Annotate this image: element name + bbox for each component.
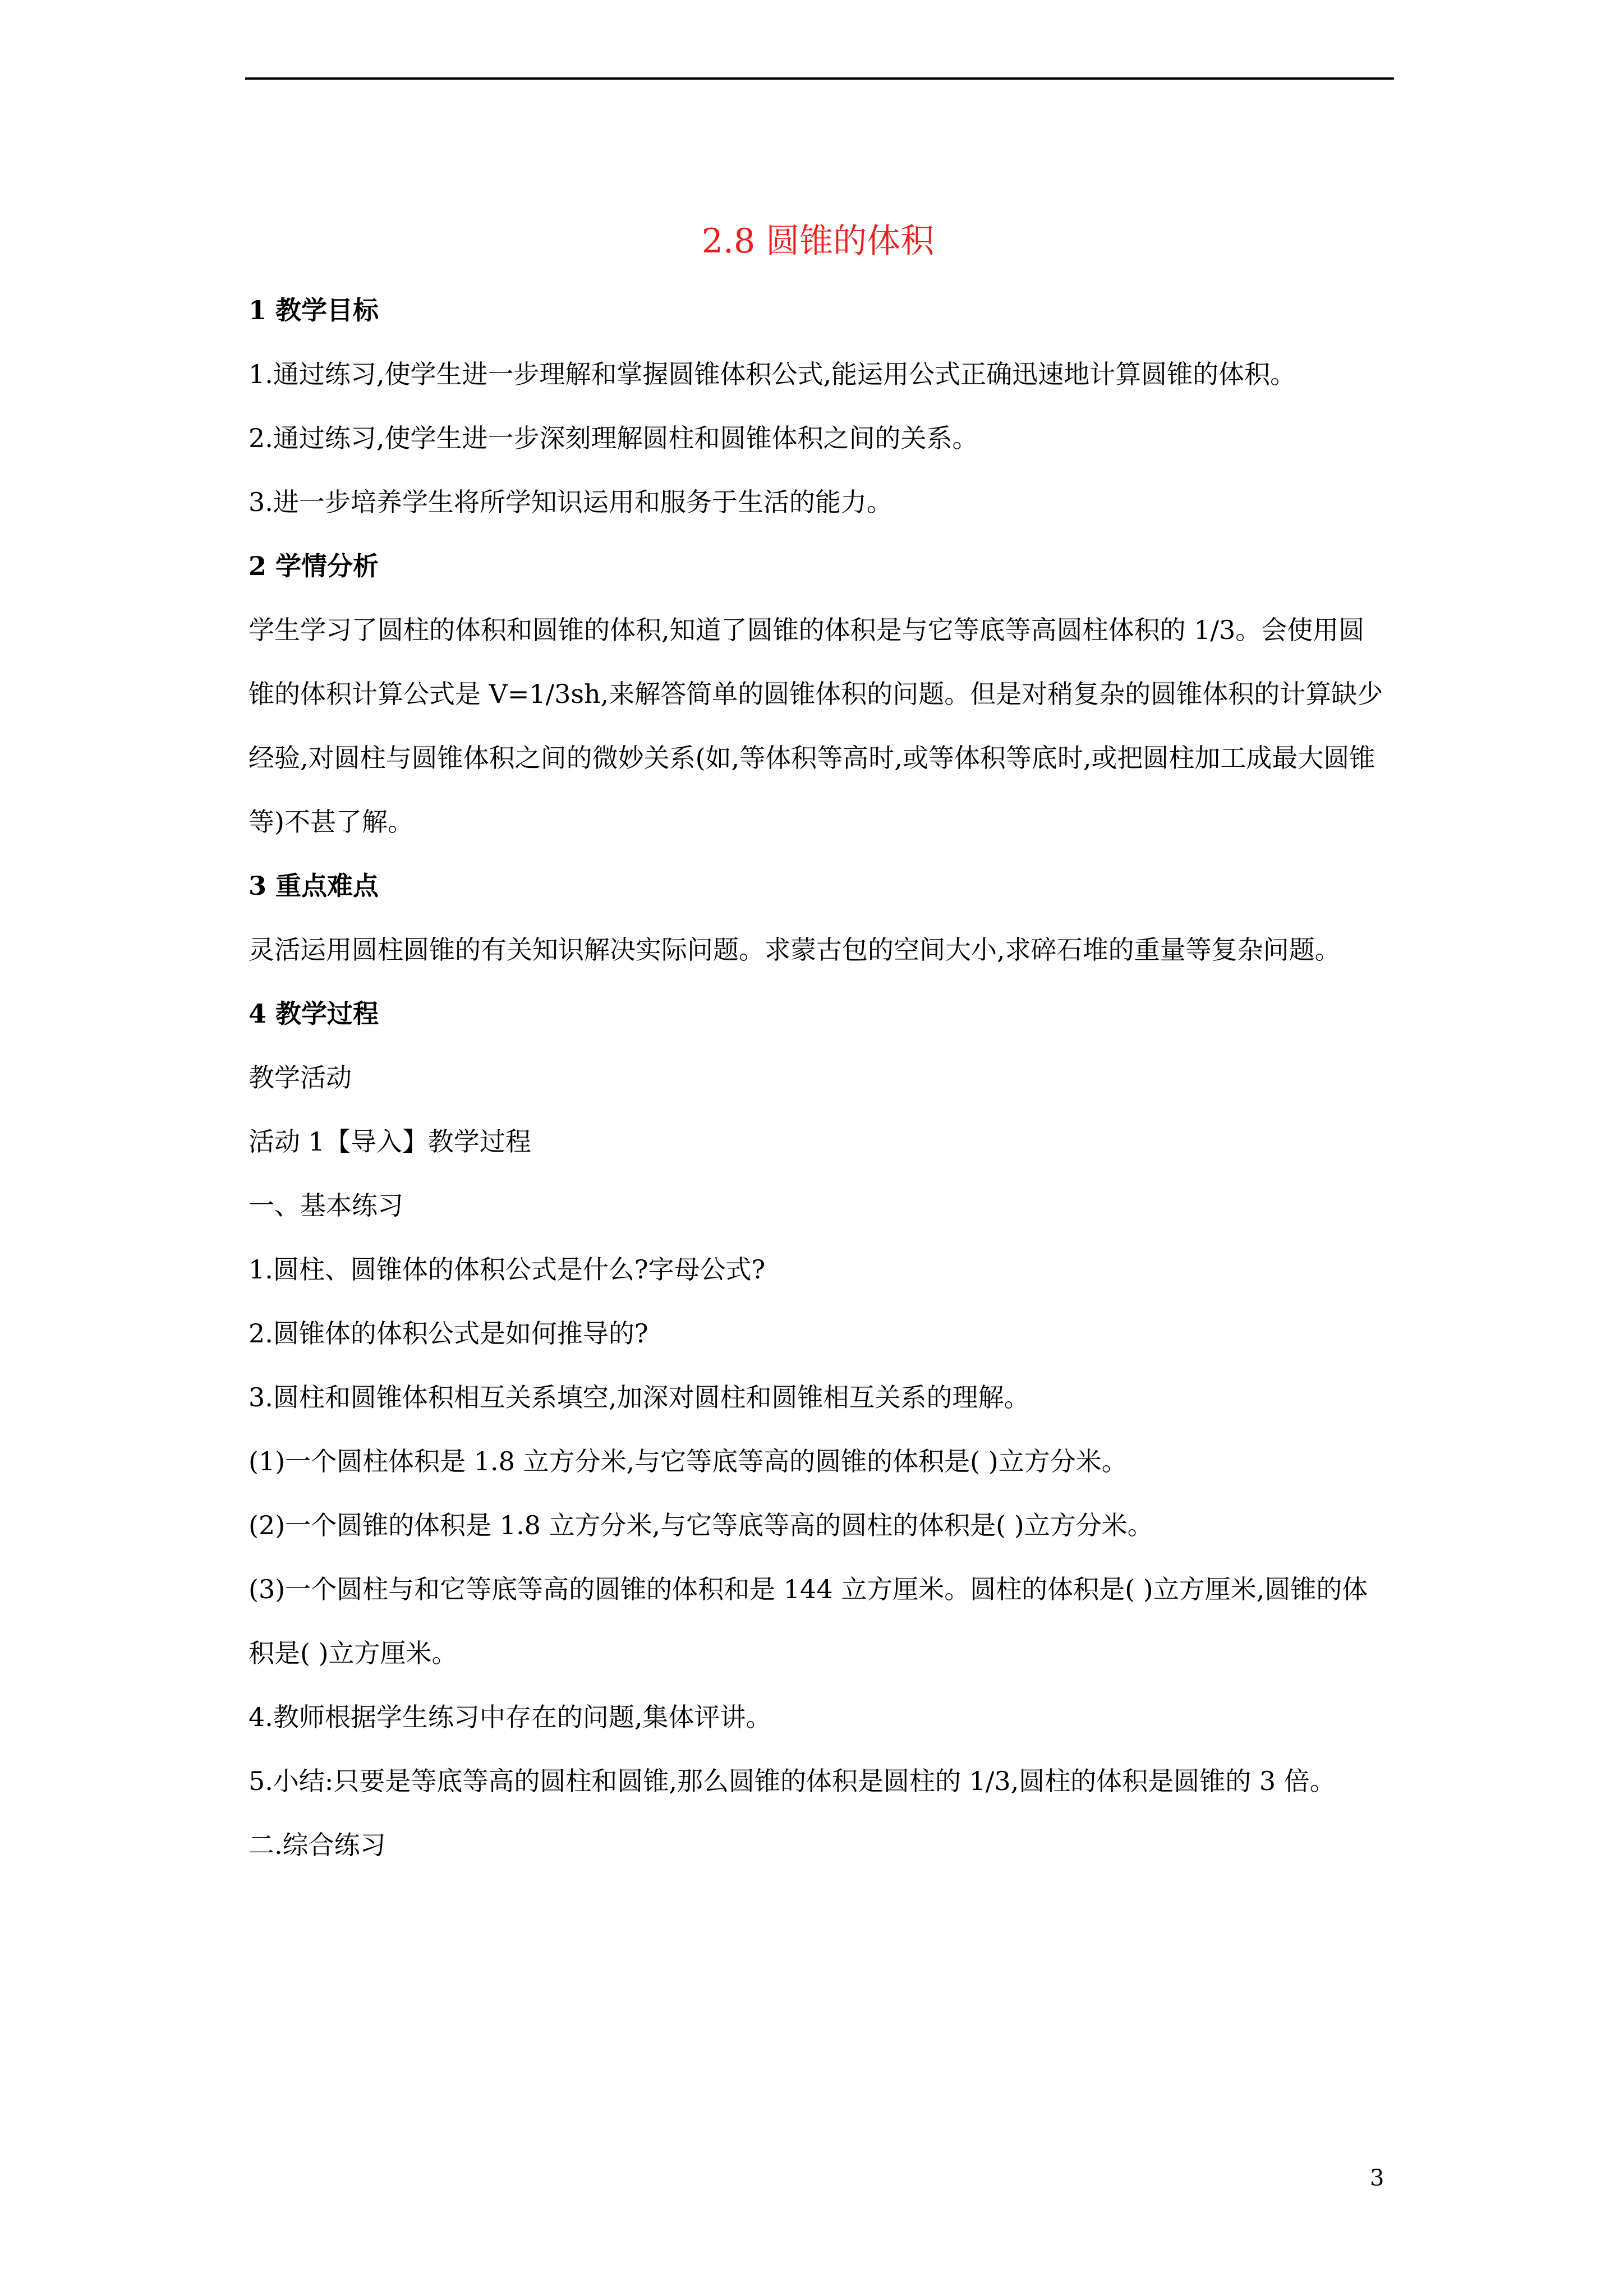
section-heading: 4 教学过程	[249, 999, 379, 1029]
page-number: 3	[1370, 2165, 1384, 2191]
paragraph: (3)一个圆柱与和它等底等高的圆锥的体积和是 144 立方厘米。圆柱的体积是( )立方厘米,圆锥的体积是( )立方厘米。	[249, 1574, 1368, 1668]
paragraph: 二.综合练习	[249, 1830, 386, 1860]
paragraph: 3.进一步培养学生将所学知识运用和服务于生活的能力。	[249, 487, 892, 517]
paragraph: 灵活运用圆柱圆锥的有关知识解决实际问题。求蒙古包的空间大小,求碎石堆的重量等复杂问题。	[249, 935, 1341, 965]
document-title: 2.8 圆锥的体积	[701, 222, 935, 261]
paragraph: 2.圆锥体的体积公式是如何推导的?	[249, 1318, 648, 1349]
paragraph: 3.圆柱和圆锥体积相互关系填空,加深对圆柱和圆锥相互关系的理解。	[249, 1382, 1030, 1412]
document-body	[249, 208, 1387, 1877]
header-rule	[245, 77, 1394, 80]
paragraph: 1.通过练习,使学生进一步理解和掌握圆锥体积公式,能运用公式正确迅速地计算圆锥的体积。	[249, 359, 1296, 389]
paragraph: 活动 1【导入】教学过程	[249, 1126, 531, 1157]
paragraph: 教学活动	[249, 1062, 352, 1093]
section-heading: 2 学情分析	[249, 551, 379, 581]
section-heading: 3 重点难点	[249, 871, 379, 901]
section-key-difficulties	[249, 854, 1387, 982]
paragraph: 1.圆柱、圆锥体的体积公式是什么?字母公式?	[249, 1254, 766, 1285]
paragraph: 2.通过练习,使学生进一步深刻理解圆柱和圆锥体积之间的关系。	[249, 423, 978, 453]
paragraph: (1)一个圆柱体积是 1.8 立方分米,与它等底等高的圆锥的体积是( )立方分米。	[249, 1446, 1128, 1476]
section-heading: 1 教学目标	[249, 295, 379, 325]
paragraph: 4.教师根据学生练习中存在的问题,集体评讲。	[249, 1702, 772, 1732]
section-student-analysis	[249, 534, 1387, 854]
paragraph: (2)一个圆锥的体积是 1.8 立方分米,与它等底等高的圆柱的体积是( )立方分米。	[249, 1510, 1153, 1540]
section-teaching-process	[249, 982, 1387, 1877]
paragraph: 一、基本练习	[249, 1190, 403, 1221]
section-objectives	[249, 278, 1387, 534]
paragraph: 5.小结:只要是等底等高的圆柱和圆锥,那么圆锥的体积是圆柱的 1/3,圆柱的体积是圆锥的 3 倍。	[249, 1766, 1336, 1796]
paragraph: 学生学习了圆柱的体积和圆锥的体积,知道了圆锥的体积是与它等底等高圆柱体积的 1/3。会使用圆锥的体积计算公式是 V=1/3sh,来解答简单的圆锥体积的问题。但是对稍复杂的圆锥体积的计算缺少经验,对圆柱与圆锥体积之间的微妙关系(如,等体积等高时,或等体积等底时,或把圆柱加工成最大圆锥等)不甚了解。	[249, 615, 1383, 837]
